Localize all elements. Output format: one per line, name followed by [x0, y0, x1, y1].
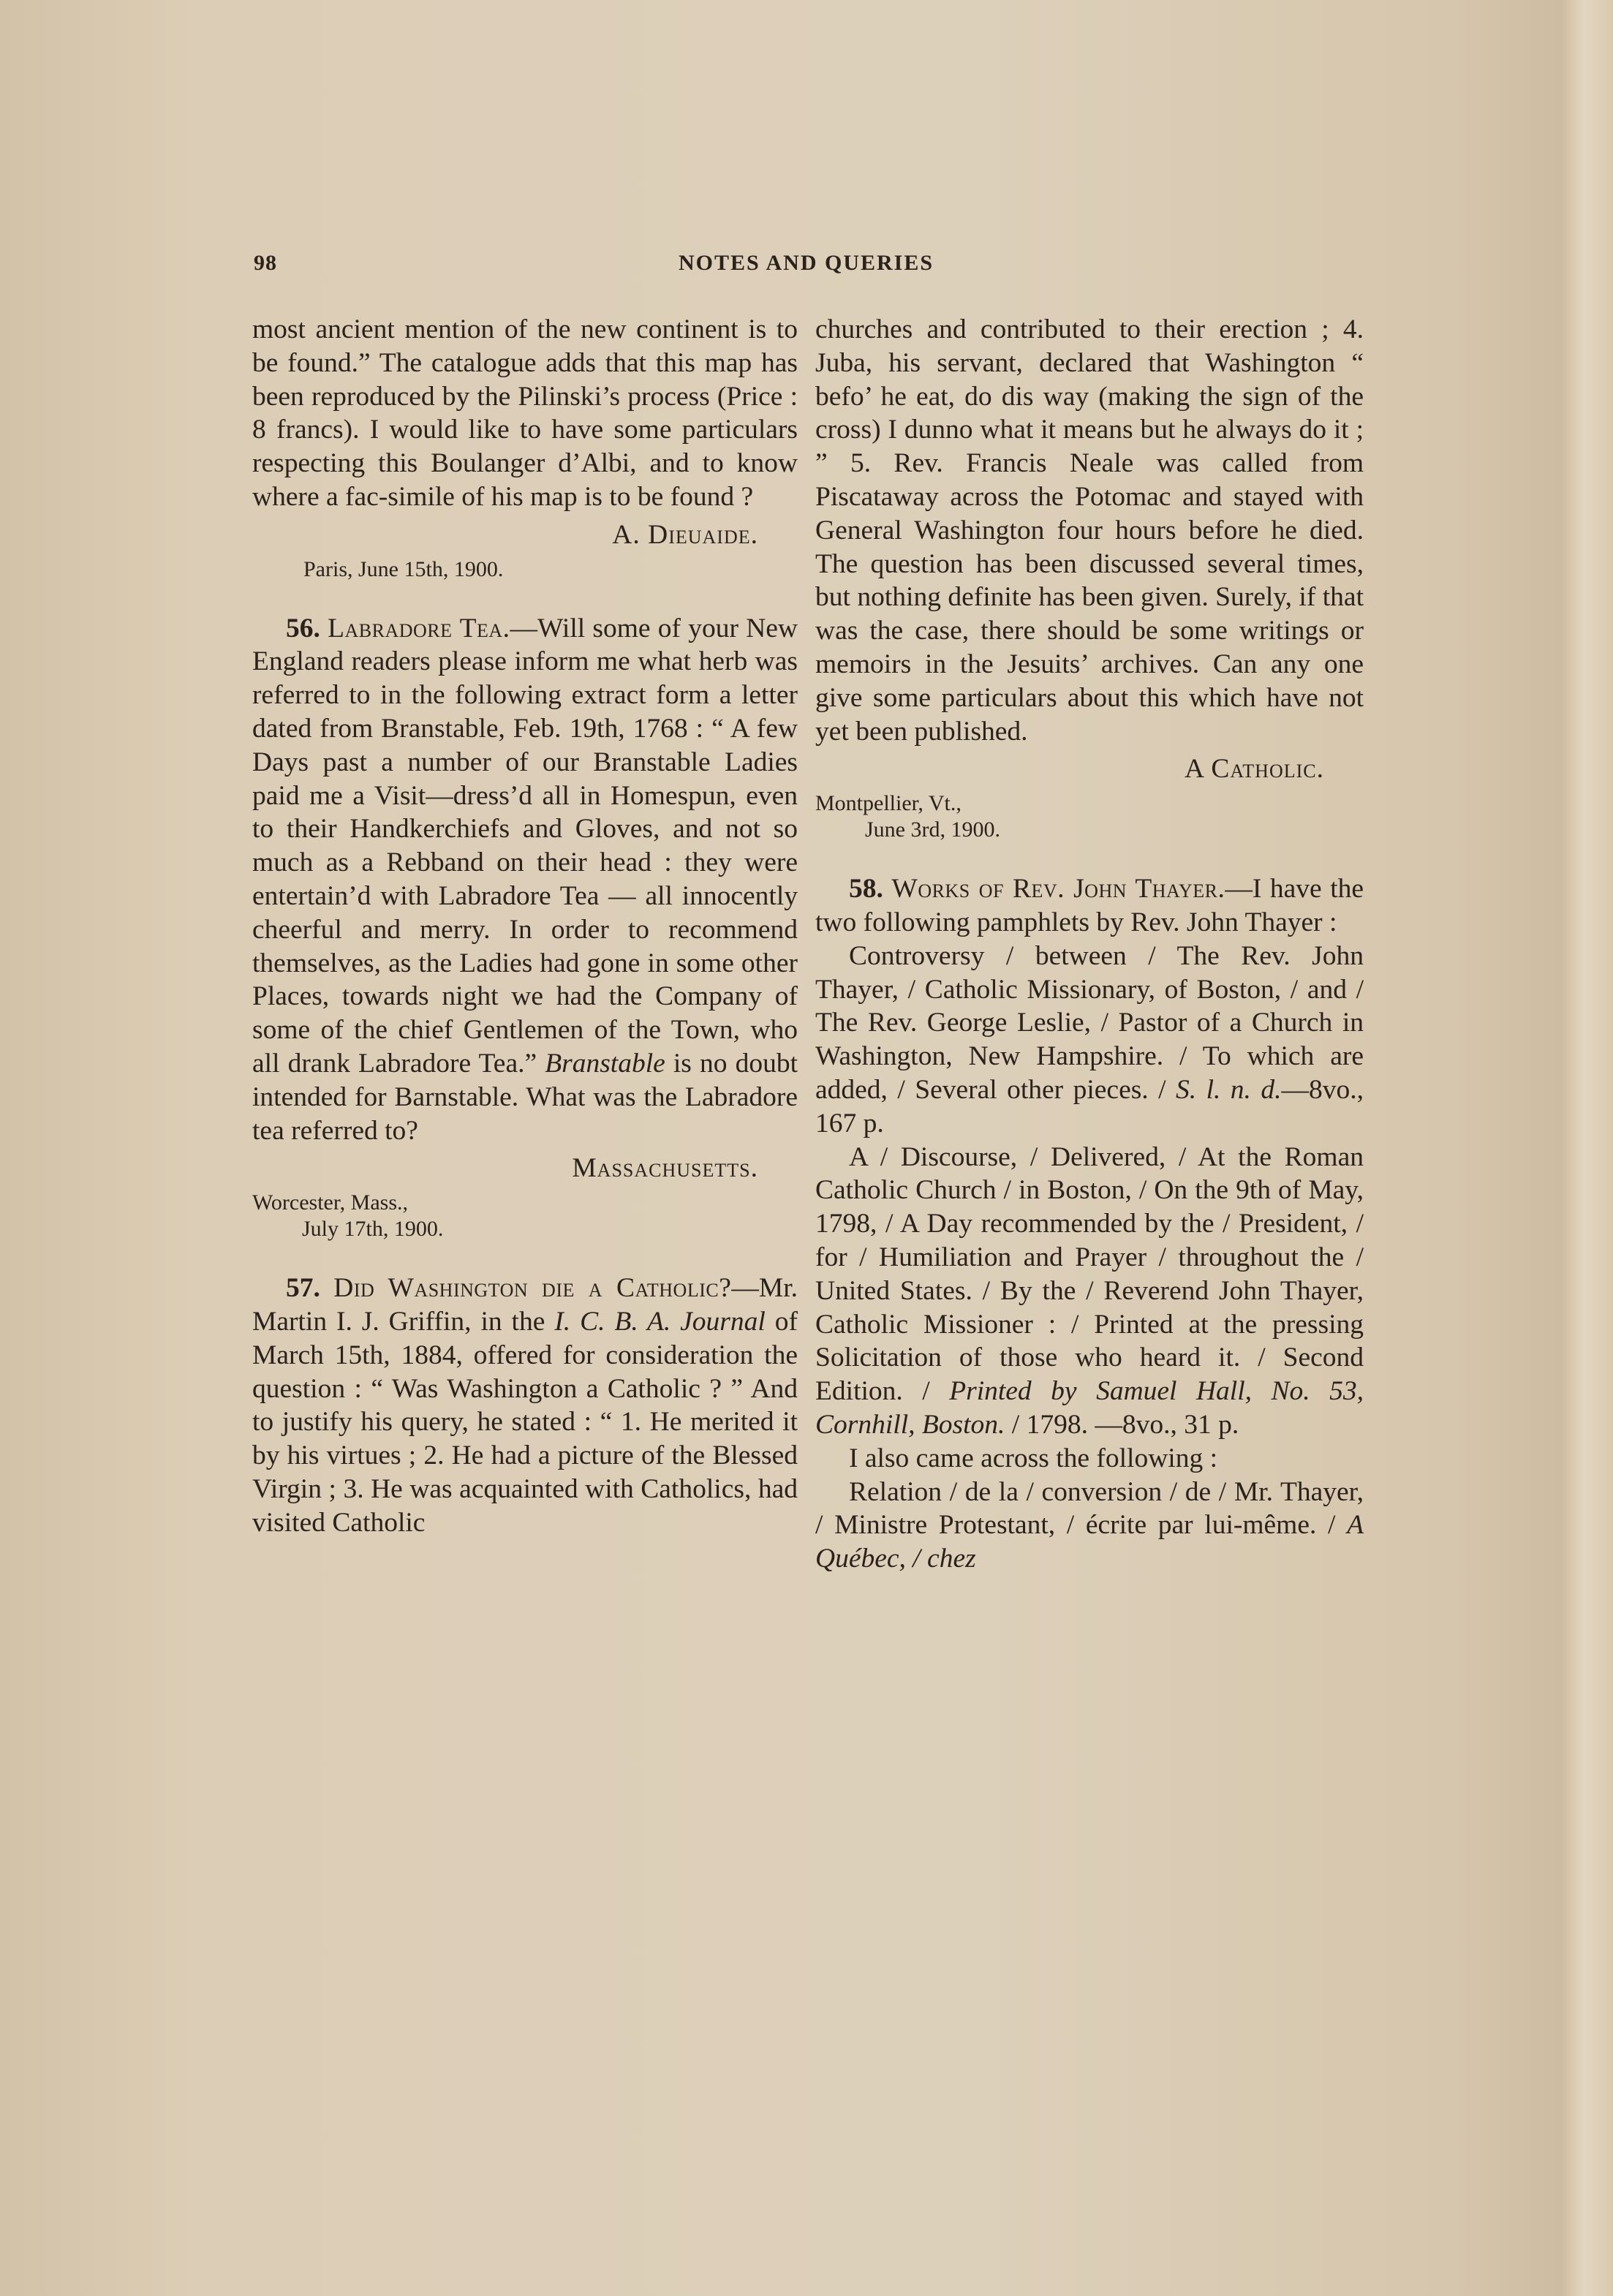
query-58 — [815, 872, 1364, 940]
intro-paragraph: most ancient mention of the new continent is to be found.” The catalogue adds that this map has been reproduced by the Pilinski’s process (Price : 8 francs). I would like to have some particulars respecting this Boulanger d’Albi, and to know where a fac-simile of his map is to be found ? — [252, 314, 798, 512]
pamphlet-1 — [815, 940, 1364, 1141]
page-number: 98 — [254, 251, 277, 275]
right-column — [815, 313, 1364, 1576]
query-58-title: Works of Rev. John Thayer. — [891, 874, 1225, 905]
pamphlet-2-end: / 1798. —8vo., 31 p. — [1011, 1409, 1239, 1440]
query-57-date: June 3rd, 1900. — [865, 817, 1000, 842]
query-58-intro: —I have the two following pamphlets by Rev. John Thayer : — [815, 874, 1364, 937]
query-57 — [252, 1272, 798, 1539]
also-found: I also came across the following : — [849, 1443, 1218, 1473]
pamphlet-1-italic: S. l. n. d. — [1176, 1074, 1282, 1105]
running-head — [245, 251, 1367, 284]
query-57-text-b: of March 15th, 1884, offered for consideration the question : “ Was Washington a Catholic ? ” And to justify his query, he stated : “ 1. He merited it by his virtues ; 2. He had a picture of the Blessed Virgin ; 3. He was acquainted with Catholics, had visited Catholic — [252, 1306, 798, 1538]
query-56-number: 56. — [286, 613, 320, 643]
query-56-signature: Massachusetts. — [572, 1153, 758, 1184]
query-58-number: 58. — [849, 874, 883, 905]
query-57-continued: churches and contributed to their erection ; 4. Juba, his servant, declared that Washington “ befo’ he eat, do dis way (making the sign of the cross) I dunno what it means but he always do it ; ” 5. Rev. Francis Neale was called from Piscataway across the Potomac and stayed with General Washington four hours before he died. The question has been discussed several times, but nothing definite has been given. Surely, if that was the case, there should be some writings or memoirs in the Jesuits’ archives. Can any one give some particulars about this which have not yet been published. — [815, 314, 1364, 747]
query-57-place: Montpellier, Vt., — [815, 791, 962, 816]
page-edge — [1560, 0, 1613, 2296]
intro-place: Paris, June 15th, 1900. — [303, 556, 504, 581]
intro-signature: A. Dieuaide. — [612, 519, 758, 550]
query-56-date: July 17th, 1900. — [302, 1217, 444, 1242]
spacer — [815, 843, 1364, 872]
query-56-place: Worcester, Mass., — [252, 1190, 408, 1215]
left-column — [252, 313, 798, 1540]
pamphlet-2 — [815, 1141, 1364, 1442]
query-56-italic: Branstable — [545, 1048, 665, 1079]
pamphlet-3-italic: A Québec, / chez — [815, 1510, 1364, 1574]
query-56-text-end: is no doubt intended for Barnstable. What was the Labradore tea referred to? — [252, 1048, 798, 1146]
query-56-title: Labradore Tea. — [328, 613, 510, 643]
spacer — [252, 583, 798, 612]
query-57-text-a: —Mr. Martin I. J. Griffin, in the — [252, 1273, 798, 1337]
pamphlet-1-text: Controversy / between / The Rev. John Thayer, / Catholic Missionary, of Boston, / and / The Rev. George Leslie, / Pastor of a Church in Washington, New Hampshire. / To which are added, / Several other pieces. / — [815, 940, 1364, 1105]
pamphlet-3-text: Relation / de la / conversion / de / Mr. Thayer, / Ministre Protestant, / écrite par lui-même. / — [815, 1476, 1364, 1541]
query-57-signature: A Catholic. — [1185, 754, 1324, 785]
query-57-italic: I. C. B. A. Journal — [554, 1306, 766, 1337]
pamphlet-2-text: A / Discourse, / Delivered, / At the Roman Catholic Church / in Boston, / On the 9th of May, 1798, / A Day recommended by the / President, / for / Humiliation and Prayer / throughout the / United States. / By the / Reverend John Thayer, Catholic Missioner : / Printed at the pressing Solicitation of those who heard it. / Second Edition. / — [815, 1141, 1364, 1407]
pamphlet-1-end: —8vo., 167 p. — [815, 1074, 1364, 1138]
query-57-number: 57. — [286, 1273, 320, 1304]
page-title: NOTES AND QUERIES — [678, 251, 934, 275]
query-56-text: —Will some of your New England readers please inform me what herb was referred to in the following extract form a letter dated from Branstable, Feb. 19th, 1768 : “ A few Days past a number of our Branstable Ladies paid me a Visit—dress’d all in Homespun, even to their Handkerchiefs and Gloves, and not so much as a Rebband on their head : they were entertain’d with Labradore Tea — all innocently cheerful and merry. In order to recommend themselves, as the Ladies had gone in some other Places, towards night we had the Company of some of the chief Gentlemen of the Town, who all drank Labradore Tea.” — [252, 613, 798, 1079]
pamphlet-3 — [815, 1476, 1364, 1576]
pamphlet-2-italic: Printed by Samuel Hall, No. 53, Cornhill, Boston. — [815, 1376, 1364, 1440]
query-56 — [252, 612, 798, 1148]
spacer — [252, 1242, 798, 1272]
query-57-title: Did Washington die a Catholic? — [333, 1273, 732, 1304]
